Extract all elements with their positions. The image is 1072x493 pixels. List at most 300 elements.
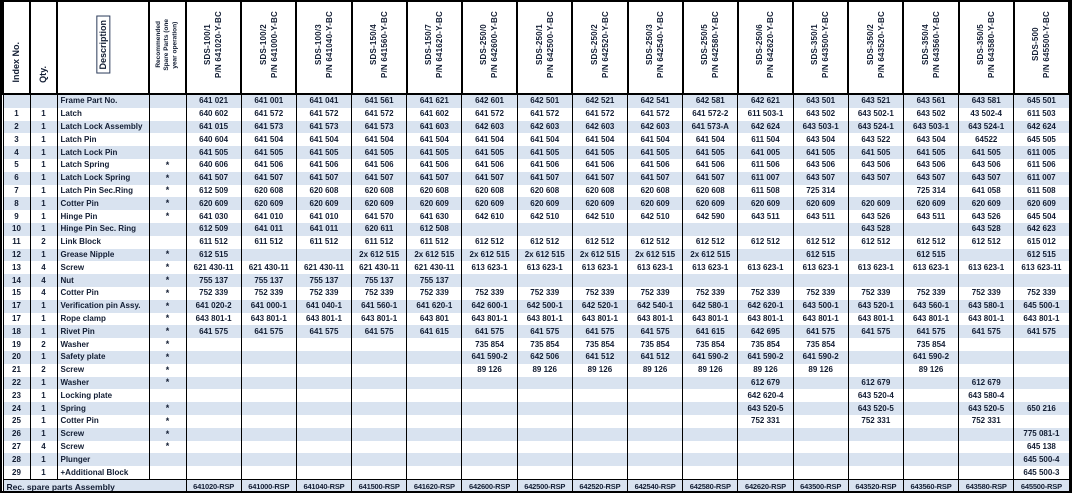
index-cell: 2 — [3, 121, 30, 134]
part-number-cell: 643 524-1 — [959, 121, 1014, 134]
part-number-cell: 641 000-1 — [241, 300, 296, 313]
part-number-cell: 613 623-11 — [1014, 261, 1069, 274]
recommended-spare-mark — [149, 389, 186, 402]
part-number-cell: 641 505 — [407, 146, 462, 159]
part-number-cell: 612 515 — [1014, 249, 1069, 262]
qty-cell: 1 — [30, 172, 57, 185]
part-number-cell: 612 509 — [186, 223, 241, 236]
part-number-cell — [572, 377, 627, 390]
part-number-cell: 2x 612 515 — [628, 249, 683, 262]
column-header-index: Index No. — [3, 2, 30, 94]
index-cell: 21 — [3, 364, 30, 377]
part-number-cell: 615 012 — [1014, 236, 1069, 249]
part-number-cell — [517, 377, 572, 390]
part-number-cell: 611 506 — [1014, 159, 1069, 172]
table-row — [3, 133, 1069, 146]
part-number-cell — [241, 351, 296, 364]
index-cell: 9 — [3, 210, 30, 223]
part-number-cell: 643 581 — [959, 94, 1014, 108]
part-number-cell: 643 801-1 — [793, 313, 848, 326]
index-cell: 1 — [3, 108, 30, 121]
part-number-cell: 641 507 — [628, 172, 683, 185]
part-number-cell: 611 503-1 — [738, 108, 793, 121]
part-number-cell: 641 575 — [1014, 325, 1069, 338]
part-number-cell — [683, 415, 738, 428]
part-number-cell — [407, 389, 462, 402]
part-number-cell: 611 512 — [352, 236, 407, 249]
part-number-cell — [738, 453, 793, 466]
part-number-cell: 620 609 — [517, 197, 572, 210]
part-number-cell: 620 609 — [296, 197, 351, 210]
part-number-cell — [186, 389, 241, 402]
part-number-cell: 641 504 — [296, 133, 351, 146]
qty-cell: 1 — [30, 466, 57, 479]
part-number-cell: 735 854 — [462, 338, 517, 351]
part-number-cell: 641 015 — [186, 121, 241, 134]
index-cell: 26 — [3, 428, 30, 441]
part-number-cell: 613 623-1 — [793, 261, 848, 274]
part-number-cell: 642 624 — [738, 121, 793, 134]
part-number-cell: 641 507 — [683, 172, 738, 185]
part-number-cell — [1014, 338, 1069, 351]
recommended-spare-mark — [149, 146, 186, 159]
column-header-model-SDS-100/2: SDS-100/2 P/N 641000-Y-BC — [241, 2, 296, 94]
part-number-cell: 752 339 — [186, 287, 241, 300]
part-number-cell: 643 801-1 — [572, 313, 627, 326]
recommended-spare-mark: * — [149, 287, 186, 300]
description-cell: Screw — [57, 441, 149, 454]
recommended-spare-mark: * — [149, 261, 186, 274]
part-number-cell: 643 502 — [793, 108, 848, 121]
part-number-cell — [517, 415, 572, 428]
part-number-cell: 620 609 — [628, 197, 683, 210]
part-number-cell — [793, 377, 848, 390]
part-number-cell — [241, 364, 296, 377]
index-cell: 5 — [3, 159, 30, 172]
part-number-cell: 641 507 — [241, 172, 296, 185]
index-cell: 14 — [3, 274, 30, 287]
index-cell: 27 — [3, 441, 30, 454]
part-number-cell: 620 608 — [683, 185, 738, 198]
part-number-cell: 752 331 — [959, 415, 1014, 428]
part-number-cell: 641 040-1 — [296, 300, 351, 313]
part-number-cell: 642 601 — [462, 94, 517, 108]
part-number-cell: 643 511 — [738, 210, 793, 223]
part-number-cell: 641 021 — [186, 94, 241, 108]
part-number-cell: 643 506 — [959, 159, 1014, 172]
part-number-cell: 612 679 — [738, 377, 793, 390]
recommended-spare-mark — [149, 108, 186, 121]
description-cell: Nut — [57, 274, 149, 287]
part-number-cell: 89 126 — [517, 364, 572, 377]
index-cell: 8 — [3, 197, 30, 210]
qty-cell — [30, 94, 57, 108]
description-cell: Plunger — [57, 453, 149, 466]
part-number-cell — [241, 466, 296, 479]
table-row — [3, 261, 1069, 274]
part-number-cell: 641 507 — [352, 172, 407, 185]
description-cell: Hinge Pin Sec. Ring — [57, 223, 149, 236]
part-number-cell: 612 512 — [683, 236, 738, 249]
rsp-assembly-cell: 643580-RSP — [959, 479, 1014, 493]
part-number-cell: 643 507 — [793, 172, 848, 185]
qty-cell: 4 — [30, 441, 57, 454]
part-number-cell: 641 507 — [407, 172, 462, 185]
part-number-cell: 641 505 — [296, 146, 351, 159]
part-number-cell: 752 331 — [848, 415, 903, 428]
part-number-cell: 620 609 — [793, 197, 848, 210]
part-number-cell — [683, 428, 738, 441]
part-number-cell: 755 137 — [241, 274, 296, 287]
part-number-cell: 642 623 — [1014, 223, 1069, 236]
table-row — [3, 249, 1069, 262]
part-number-cell: 641 010 — [241, 210, 296, 223]
part-number-cell: 643 801-1 — [241, 313, 296, 326]
part-number-cell: 620 611 — [352, 223, 407, 236]
part-number-cell: 641 504 — [352, 133, 407, 146]
part-number-cell — [793, 441, 848, 454]
part-number-cell: 641 011 — [296, 223, 351, 236]
part-number-cell — [296, 441, 351, 454]
part-number-cell: 650 216 — [1014, 402, 1069, 415]
part-number-cell: 641 505 — [903, 146, 958, 159]
part-number-cell — [517, 453, 572, 466]
part-number-cell: 641 507 — [517, 172, 572, 185]
index-cell: 22 — [3, 377, 30, 390]
part-number-cell — [186, 338, 241, 351]
qty-cell: 2 — [30, 364, 57, 377]
index-cell: 20 — [3, 351, 30, 364]
description-cell: Spring — [57, 402, 149, 415]
part-number-cell: 2x 612 515 — [517, 249, 572, 262]
index-cell: 19 — [3, 338, 30, 351]
part-number-cell: 643 503-1 — [793, 121, 848, 134]
part-number-cell: 752 339 — [738, 287, 793, 300]
part-number-cell: 641 505 — [517, 146, 572, 159]
part-number-cell: 641 506 — [462, 159, 517, 172]
column-header-model-SDS-250/6: SDS-250/6 P/N 642620-Y-BC — [738, 2, 793, 94]
part-number-cell — [352, 338, 407, 351]
part-number-cell: 755 137 — [186, 274, 241, 287]
description-cell: Screw — [57, 261, 149, 274]
part-number-cell: 643 511 — [903, 210, 958, 223]
part-number-cell: 641 575 — [186, 325, 241, 338]
part-number-cell: 752 339 — [462, 287, 517, 300]
part-number-cell — [628, 389, 683, 402]
part-number-cell — [186, 364, 241, 377]
part-number-cell: 642 621 — [738, 94, 793, 108]
part-number-cell — [296, 389, 351, 402]
index-cell: 23 — [3, 389, 30, 402]
part-number-cell: 89 126 — [903, 364, 958, 377]
part-number-cell: 643 801-1 — [628, 313, 683, 326]
column-header-model-SDS-250/5: SDS-250/5 P/N 642580-Y-BC — [683, 2, 738, 94]
description-cell: Latch Lock Assembly — [57, 121, 149, 134]
part-number-cell: 725 314 — [903, 185, 958, 198]
part-number-cell: 643 801-1 — [959, 313, 1014, 326]
part-number-cell — [793, 223, 848, 236]
table-row — [3, 108, 1069, 121]
rsp-assembly-cell: 643520-RSP — [848, 479, 903, 493]
part-number-cell: 612 512 — [572, 236, 627, 249]
part-number-cell: 752 339 — [517, 287, 572, 300]
part-number-cell: 642 603 — [462, 121, 517, 134]
part-number-cell — [572, 453, 627, 466]
part-number-cell: 643 521 — [848, 94, 903, 108]
part-number-cell — [903, 377, 958, 390]
part-number-cell: 642 541 — [628, 94, 683, 108]
spare-parts-table — [2, 2, 1070, 493]
part-number-cell: 643 561 — [903, 94, 958, 108]
part-number-cell: 2x 612 515 — [683, 249, 738, 262]
part-number-cell — [186, 441, 241, 454]
part-number-cell: 612 512 — [462, 236, 517, 249]
qty-cell: 1 — [30, 313, 57, 326]
part-number-cell: 612 679 — [959, 377, 1014, 390]
index-cell — [3, 94, 30, 108]
part-number-cell — [738, 441, 793, 454]
part-number-cell — [186, 402, 241, 415]
column-header-model-SDS-350/1: SDS-350/1 P/N 643500-Y-BC — [793, 2, 848, 94]
part-number-cell: 620 608 — [517, 185, 572, 198]
part-number-cell — [352, 377, 407, 390]
part-number-cell: 643 801-1 — [903, 313, 958, 326]
table-row — [3, 94, 1069, 108]
index-cell: 28 — [3, 453, 30, 466]
part-number-cell: 643 507 — [903, 172, 958, 185]
description-cell: Latch Pin — [57, 133, 149, 146]
part-number-cell: 641 575 — [462, 325, 517, 338]
part-number-cell: 641 575 — [959, 325, 1014, 338]
part-number-cell — [241, 249, 296, 262]
part-number-cell: 611 504 — [738, 133, 793, 146]
part-number-cell — [903, 223, 958, 236]
part-number-cell: 612 515 — [186, 249, 241, 262]
part-number-cell: 641 561 — [352, 94, 407, 108]
part-number-cell: 611 503 — [1014, 108, 1069, 121]
part-number-cell: 641 504 — [572, 133, 627, 146]
part-number-cell: 642 501 — [517, 94, 572, 108]
part-number-cell: 642 500-1 — [517, 300, 572, 313]
part-number-cell — [628, 377, 683, 390]
part-number-cell — [241, 338, 296, 351]
part-number-cell — [296, 415, 351, 428]
footer-label: Rec. spare parts Assembly — [3, 479, 186, 493]
part-number-cell: 642 620-1 — [738, 300, 793, 313]
part-number-cell — [959, 428, 1014, 441]
part-number-cell — [462, 223, 517, 236]
part-number-cell: 2x 612 515 — [407, 249, 462, 262]
qty-cell: 1 — [30, 133, 57, 146]
header-row — [3, 2, 1069, 94]
part-number-cell: 641 506 — [407, 159, 462, 172]
part-number-cell: 642 610 — [462, 210, 517, 223]
part-number-cell: 612 515 — [903, 249, 958, 262]
part-number-cell: 643 580-4 — [959, 389, 1014, 402]
rsp-assembly-cell: 642500-RSP — [517, 479, 572, 493]
part-number-cell: 643 520-5 — [848, 402, 903, 415]
table-row — [3, 338, 1069, 351]
part-number-cell: 612 512 — [517, 236, 572, 249]
part-number-cell — [738, 223, 793, 236]
part-number-cell: 641 504 — [462, 133, 517, 146]
part-number-cell — [572, 441, 627, 454]
qty-cell: 2 — [30, 338, 57, 351]
part-number-cell: 643 801-1 — [1014, 313, 1069, 326]
part-number-cell — [683, 223, 738, 236]
part-number-cell: 642 600-1 — [462, 300, 517, 313]
part-number-cell: 620 608 — [241, 185, 296, 198]
part-number-cell: 645 500-4 — [1014, 453, 1069, 466]
part-number-cell — [1014, 389, 1069, 402]
part-number-cell: 643 801-1 — [517, 313, 572, 326]
part-number-cell — [572, 389, 627, 402]
part-number-cell: 642 581 — [683, 94, 738, 108]
part-number-cell — [959, 466, 1014, 479]
part-number-cell: 643 500-1 — [793, 300, 848, 313]
column-header-rec: Recommended Spare Parts (one year operation) — [149, 2, 186, 94]
part-number-cell: 641 507 — [462, 172, 517, 185]
part-number-cell — [1014, 364, 1069, 377]
part-number-cell: 752 339 — [793, 287, 848, 300]
part-number-cell: 641 507 — [186, 172, 241, 185]
part-number-cell: 643 520-5 — [959, 402, 1014, 415]
table-row — [3, 172, 1069, 185]
index-cell: 25 — [3, 415, 30, 428]
description-cell: Latch — [57, 108, 149, 121]
part-number-cell: 620 609 — [959, 197, 1014, 210]
part-number-cell: 641 572 — [628, 108, 683, 121]
part-number-cell: 641 590-2 — [903, 351, 958, 364]
part-number-cell — [407, 453, 462, 466]
part-number-cell — [793, 274, 848, 287]
part-number-cell: 641 505 — [959, 146, 1014, 159]
part-number-cell: 640 606 — [186, 159, 241, 172]
qty-cell: 1 — [30, 325, 57, 338]
column-header-model-SDS-250/0: SDS-250/0 P/N 642600-Y-BC — [462, 2, 517, 94]
qty-cell: 1 — [30, 223, 57, 236]
description-cell: +Additional Block — [57, 466, 149, 479]
recommended-spare-mark — [149, 236, 186, 249]
part-number-cell: 89 126 — [462, 364, 517, 377]
recommended-spare-mark: * — [149, 197, 186, 210]
table-row — [3, 415, 1069, 428]
part-number-cell — [462, 466, 517, 479]
part-number-cell: 752 339 — [1014, 287, 1069, 300]
part-number-cell: 641 572-2 — [683, 108, 738, 121]
part-number-cell — [628, 428, 683, 441]
part-number-cell — [793, 389, 848, 402]
part-number-cell: 641 620-1 — [407, 300, 462, 313]
part-number-cell: 752 339 — [848, 287, 903, 300]
part-number-cell: 613 623-1 — [572, 261, 627, 274]
rsp-assembly-cell: 642580-RSP — [683, 479, 738, 493]
rsp-assembly-cell: 643500-RSP — [793, 479, 848, 493]
description-cell: Latch Spring — [57, 159, 149, 172]
column-header-model-SDS-350/5: SDS-350/5 P/N 643580-Y-BC — [959, 2, 1014, 94]
qty-cell: 1 — [30, 159, 57, 172]
part-number-cell: 641 575 — [848, 325, 903, 338]
table-row — [3, 300, 1069, 313]
part-number-cell — [517, 274, 572, 287]
qty-cell: 1 — [30, 300, 57, 313]
part-number-cell: 621 430-11 — [407, 261, 462, 274]
part-number-cell: 612 509 — [186, 185, 241, 198]
part-number-cell: 643 520-1 — [848, 300, 903, 313]
description-cell: Verification pin Assy. — [57, 300, 149, 313]
part-number-cell: 642 521 — [572, 94, 627, 108]
part-number-cell: 620 609 — [572, 197, 627, 210]
part-number-cell — [959, 453, 1014, 466]
rsp-assembly-cell: 642600-RSP — [462, 479, 517, 493]
part-number-cell — [241, 389, 296, 402]
part-number-cell — [683, 441, 738, 454]
part-number-cell — [903, 453, 958, 466]
part-number-cell — [241, 453, 296, 466]
index-cell: 18 — [3, 325, 30, 338]
part-number-cell: 643 507 — [959, 172, 1014, 185]
part-number-cell: 641 630 — [407, 210, 462, 223]
part-number-cell — [793, 428, 848, 441]
part-number-cell: 643 506 — [903, 159, 958, 172]
table-row — [3, 146, 1069, 159]
part-number-cell — [628, 223, 683, 236]
part-number-cell — [352, 389, 407, 402]
part-number-cell — [959, 249, 1014, 262]
part-number-cell: 641 507 — [572, 172, 627, 185]
part-number-cell — [848, 351, 903, 364]
part-number-cell — [738, 274, 793, 287]
part-number-cell — [352, 453, 407, 466]
part-number-cell: 641 001 — [241, 94, 296, 108]
part-number-cell: 620 609 — [352, 197, 407, 210]
part-number-cell: 641 505 — [352, 146, 407, 159]
part-number-cell: 611 005 — [1014, 146, 1069, 159]
index-cell: 24 — [3, 402, 30, 415]
part-number-cell: 641 615 — [407, 325, 462, 338]
description-cell: Frame Part No. — [57, 94, 149, 108]
part-number-cell — [241, 428, 296, 441]
part-number-cell — [738, 249, 793, 262]
part-number-cell: 752 339 — [296, 287, 351, 300]
part-number-cell — [738, 428, 793, 441]
part-number-cell: 612 512 — [738, 236, 793, 249]
description-cell: Latch Lock Pin — [57, 146, 149, 159]
part-number-cell: 641 506 — [352, 159, 407, 172]
part-number-cell: 643 520-4 — [848, 389, 903, 402]
part-number-cell — [296, 249, 351, 262]
rsp-assembly-cell: 641040-RSP — [296, 479, 351, 493]
table-row — [3, 389, 1069, 402]
part-number-cell — [407, 466, 462, 479]
description-cell: Rivet Pin — [57, 325, 149, 338]
part-number-cell — [407, 338, 462, 351]
qty-cell: 1 — [30, 146, 57, 159]
part-number-cell: 641 504 — [407, 133, 462, 146]
table-row — [3, 351, 1069, 364]
index-cell: 29 — [3, 466, 30, 479]
part-number-cell: 643 528 — [848, 223, 903, 236]
rsp-assembly-cell: 642520-RSP — [572, 479, 627, 493]
part-number-cell: 642 603 — [517, 121, 572, 134]
part-number-cell: 643 503-1 — [903, 121, 958, 134]
part-number-cell: 620 609 — [683, 197, 738, 210]
recommended-spare-mark: * — [149, 325, 186, 338]
part-number-cell: 642 510 — [628, 210, 683, 223]
part-number-cell: 641 506 — [628, 159, 683, 172]
part-number-cell: 643 506 — [848, 159, 903, 172]
description-cell: Latch Lock Spring — [57, 172, 149, 185]
